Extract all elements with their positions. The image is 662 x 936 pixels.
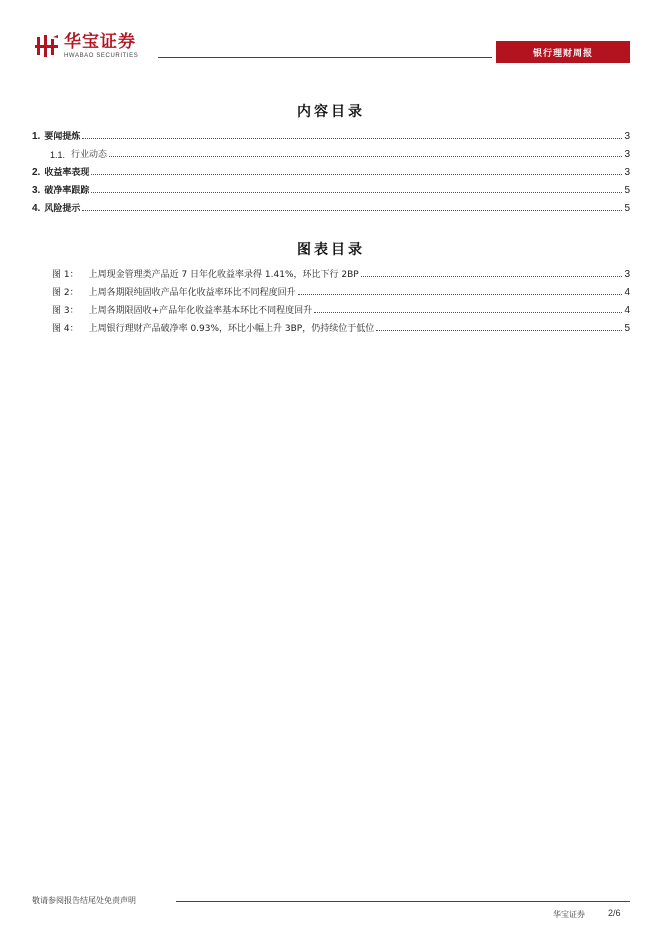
logo-english-name: HWABAO SECURITIES — [64, 52, 139, 59]
toc-item-page: 5 — [624, 185, 630, 196]
toc-item-3[interactable] — [32, 182, 630, 196]
figure-item-text: 上周银行理财产品破净率 0.93%，环比小幅上升 3BP，仍持续位于低位 — [88, 324, 375, 334]
figure-item-number: 图 3： — [52, 306, 79, 316]
figure-item-page: 4 — [624, 305, 630, 316]
toc-item-page: 3 — [624, 131, 630, 142]
footer-divider — [176, 901, 630, 902]
toc-item-page: 3 — [624, 149, 630, 160]
figure-item-text: 上周各期限纯固收产品年化收益率环比不同程度回升 — [88, 288, 296, 298]
toc-leader-dots — [82, 138, 622, 139]
figure-leader-dots — [298, 294, 623, 295]
figures-title: 图表目录 — [297, 242, 365, 258]
figure-item-number: 图 2： — [52, 288, 79, 298]
toc-item-1-1[interactable] — [32, 146, 630, 160]
toc-item-number: 1. — [32, 131, 41, 142]
toc-item-text: 风险提示 — [44, 204, 81, 214]
toc-item-2[interactable] — [32, 164, 630, 178]
figure-item-1[interactable] — [32, 266, 630, 280]
figure-item-3[interactable] — [32, 302, 630, 316]
page-header — [0, 0, 662, 70]
logo-chinese-name: 华宝证券 — [64, 31, 136, 52]
toc-item-page: 5 — [624, 203, 630, 214]
toc-item-text: 收益率表现 — [44, 168, 90, 178]
toc-item-4[interactable] — [32, 200, 630, 214]
footer-company-name: 华宝证券 — [553, 910, 585, 919]
company-logo — [34, 33, 138, 59]
footer-disclaimer: 敬请参阅报告结尾处免责声明 — [32, 896, 136, 905]
figure-item-number: 图 1： — [52, 270, 79, 280]
figure-leader-dots — [376, 330, 622, 331]
report-type-badge: 银行理财周报 — [496, 41, 630, 63]
contents-title: 内容目录 — [297, 104, 365, 120]
toc-leader-dots — [109, 156, 622, 157]
toc-item-text: 要闻提炼 — [44, 132, 81, 142]
figure-leader-dots — [314, 312, 622, 313]
header-divider — [158, 57, 492, 58]
toc-leader-dots — [91, 174, 622, 175]
figure-item-2[interactable] — [32, 284, 630, 298]
figure-item-4[interactable] — [32, 320, 630, 334]
toc-item-number: 1.1. — [50, 150, 66, 160]
figure-item-text: 上周现金管理类产品近 7 日年化收益率录得 1.41%，环比下行 2BP — [88, 270, 359, 280]
figure-item-page: 4 — [624, 287, 630, 298]
toc-item-text: 行业动态 — [71, 150, 108, 160]
page-number: 2/6 — [608, 908, 621, 918]
toc-item-text: 破净率跟踪 — [44, 186, 90, 196]
figure-leader-dots — [361, 276, 623, 277]
toc-item-number: 3. — [32, 185, 41, 196]
figure-item-text: 上周各期限固收+产品年化收益率基本环比不同程度回升 — [88, 306, 313, 316]
toc-item-number: 4. — [32, 203, 41, 214]
toc-item-number: 2. — [32, 167, 41, 178]
toc-item-1[interactable] — [32, 128, 630, 142]
figure-item-page: 3 — [624, 269, 630, 280]
toc-leader-dots — [82, 210, 622, 211]
figure-item-number: 图 4： — [52, 324, 79, 334]
toc-leader-dots — [91, 192, 622, 193]
toc-item-page: 3 — [624, 167, 630, 178]
figure-item-page: 5 — [624, 323, 630, 334]
hwabao-logo-icon — [34, 33, 60, 59]
